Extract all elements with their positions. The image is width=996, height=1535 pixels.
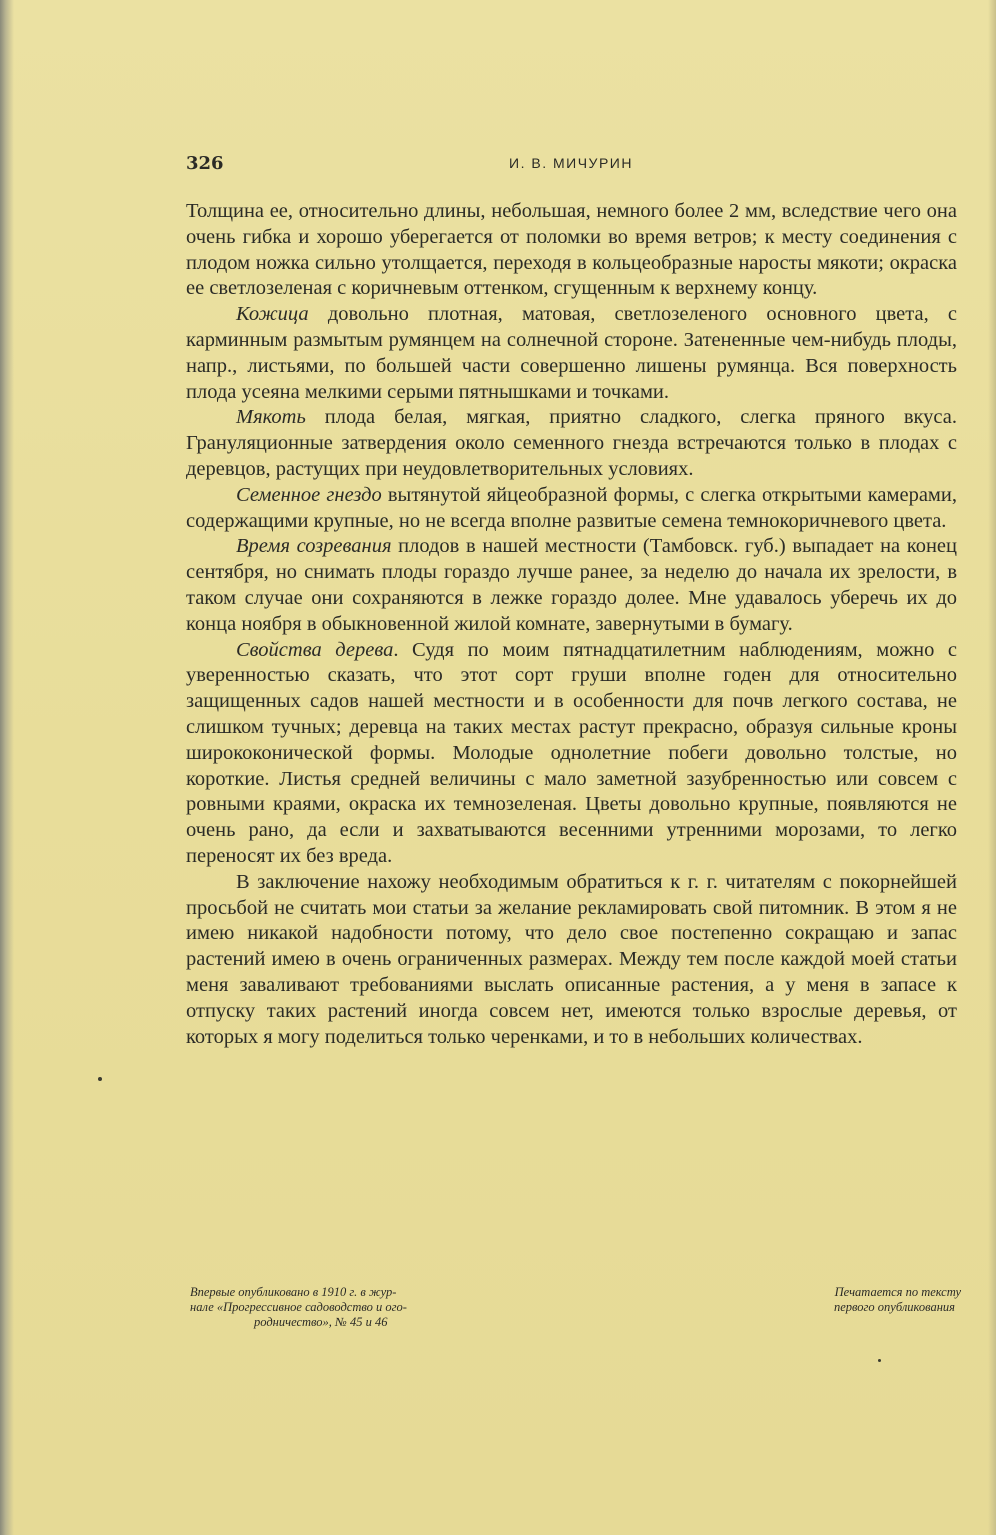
paragraph-text: довольно плотная, матовая, светлозеленого основного цвета, с карминным размытым румянцем на солнечной стороне. Затененные чем-нибудь плоды, напр., листьями, по большей части совершенно лишены румянца. Вся поверхность плода усеяна мелкими серыми пятнышками и точками. bbox=[186, 303, 957, 403]
publication-note bbox=[190, 1285, 550, 1330]
page-number: 326 bbox=[186, 153, 224, 174]
paragraph-lead: Кожица bbox=[236, 303, 309, 326]
paragraph-tree-properties bbox=[186, 638, 957, 870]
publication-note-line: Впервые опубликовано в 1910 г. в жур- bbox=[190, 1285, 397, 1299]
paragraph-ripening-time bbox=[186, 534, 957, 637]
paragraph-skin bbox=[186, 302, 957, 405]
paragraph-lead: Мякоть bbox=[236, 406, 306, 429]
paragraph-stem bbox=[186, 199, 957, 302]
paragraph-seed-nest bbox=[186, 483, 957, 535]
paragraph-text: . Судя по моим пятнадцатилетним наблюдениям, можно с уверенностью сказать, что этот сорт груши вполне годен для относительно защищенных садов нашей местности и в особенности для почв легкого состава, не слишком тучных; деревца на таких местах растут прекрасно, образуя сильные кроны ширококонической формы. Молодые однолетние побеги довольно толстые, но короткие. Листья средней величины с мало заметной зазубренностью или совсем с ровными краями, окраска их темнозеленая. Цветы довольно крупные, появляются не очень рано, да если и захватываются весенними утренними морозами, то легко переносят их без вреда. bbox=[186, 638, 957, 867]
page-header bbox=[186, 153, 956, 179]
paragraph-text: Толщина ее, относительно длины, небольшая, немного более 2 мм, вследствие чего она очень гибка и хорошо уберегается от поломки во время ветров; к месту соединения с плодом ножка сильно утолщается, переходя в кольцеобразные наросты мякоти; окраска ее светлозеленая с коричневым оттенком, сгущенным к верхнему концу. bbox=[186, 200, 957, 300]
paragraph-lead: Семенное гнездо bbox=[236, 483, 382, 506]
publication-note-line: родничество», № 45 и 46 bbox=[254, 1315, 388, 1329]
paragraph-text: В заключение нахожу необходимым обратиться к г. г. читателям с покорнейшей просьбой не считать мои статьи за желание рекламировать свой питомник. В этом я не имею никакой надобности потому, что дело свое постепенно сокращаю и запас растений имею в очень ограниченных размерах. Между тем после каждой моей статьи меня заваливают требованиями выслать описанные растения, а у меня в запасе к отпуску таких растений иногда совсем нет, имеются только взрослые деревья, от которых я могу поделиться только черенками, и то в небольших количествах. bbox=[186, 870, 957, 1048]
paragraph-text: вытянутой яйцеобразной формы, с слегка открытыми камерами, содержащими крупные, но не всегда вполне развитые семена темнокоричневого цвета. bbox=[186, 483, 957, 532]
source-note-line: Печатается по тексту bbox=[834, 1285, 961, 1299]
page-right-shadow bbox=[988, 0, 996, 1535]
paper-speck bbox=[98, 1077, 102, 1081]
page-left-shadow bbox=[0, 0, 14, 1535]
source-note bbox=[741, 1285, 961, 1315]
paragraph-lead: Свойства дерева bbox=[236, 638, 394, 661]
paragraph-text: плодов в нашей местности (Тамбовск. губ.) выпадает на конец сентября, но снимать плоды гораздо лучше ранее, за неделю до начала их зрелости, в таком случае они сохраняются в лежке гораздо долее. Мне удавалось уберечь их до конца ноября в обыкновенной жилой комнате, завернутыми в бумагу. bbox=[186, 535, 957, 635]
paragraph-conclusion bbox=[186, 870, 957, 1051]
paragraph-text: плода белая, мягкая, приятно сладкого, слегка пряного вкуса. Грануляционные затвердения около семенного гнезда встречаются только в плодах с деревцов, растущих при неудовлетворительных условиях. bbox=[186, 406, 957, 480]
body-text bbox=[186, 199, 957, 1050]
paragraph-flesh bbox=[186, 405, 957, 482]
publication-note-line: нале «Прогрессивное садоводство и ого- bbox=[190, 1300, 407, 1314]
paragraph-lead: Время созревания bbox=[236, 535, 392, 558]
paper-speck bbox=[878, 1359, 881, 1362]
source-note-line: первого опубликования bbox=[833, 1300, 955, 1314]
running-head: И. В. МИЧУРИН bbox=[509, 155, 633, 171]
